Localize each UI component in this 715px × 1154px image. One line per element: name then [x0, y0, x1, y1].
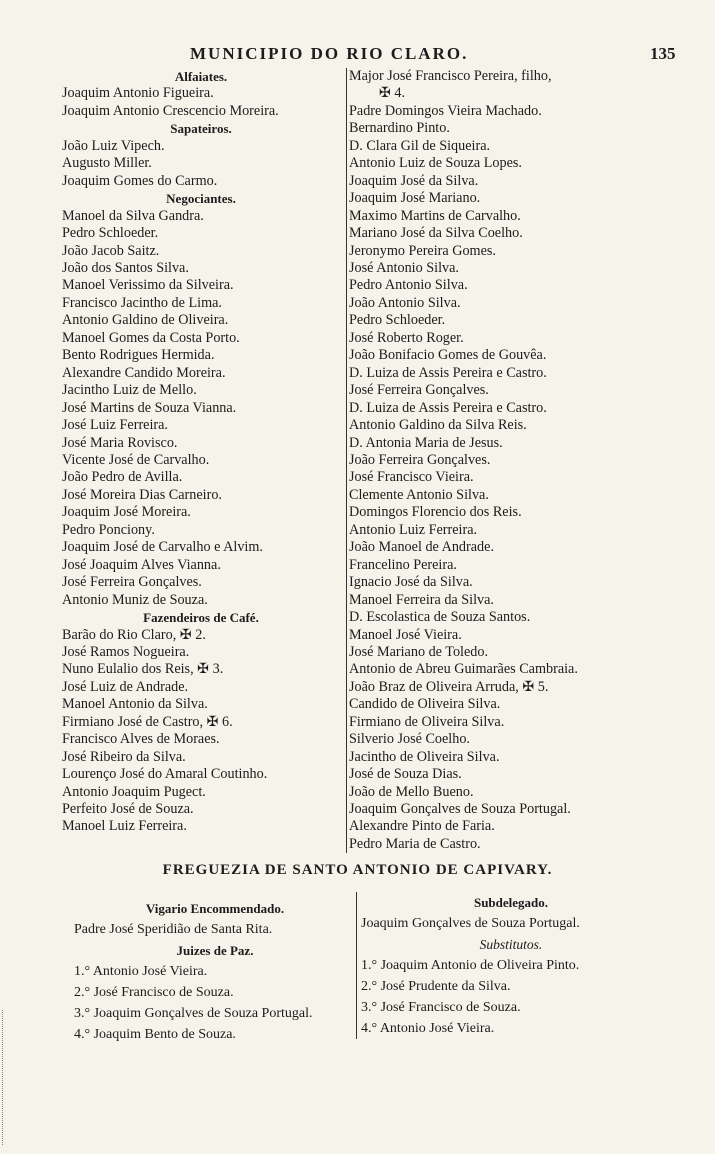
list-item: Manoel Ferreira da Silva.	[349, 591, 494, 608]
list-item: Lourenço José do Amaral Coutinho.	[62, 766, 268, 783]
list-item: Jacintho de Oliveira Silva.	[349, 748, 500, 765]
list-item: Perfeito José de Souza.	[62, 801, 194, 818]
running-title: MUNICIPIO DO RIO CLARO.	[190, 44, 469, 63]
right-column	[346, 68, 655, 853]
list-item: Barão do Rio Claro, ✠ 2.	[62, 626, 206, 643]
page-header	[0, 40, 715, 66]
list-item: Pedro Schloeder.	[349, 312, 446, 329]
list-item: Alexandre Candido Moreira.	[62, 364, 226, 381]
list-item: João Jacob Saitz.	[62, 242, 160, 259]
list-item: Manoel Luiz Ferreira.	[62, 818, 187, 835]
list-item: Antonio Joaquim Pugect.	[62, 783, 206, 800]
page-number: 135	[650, 44, 676, 63]
list-item: José Mariano de Toledo.	[349, 643, 489, 660]
list-item: Augusto Miller.	[62, 155, 152, 172]
list-item: 2.° José Prudente da Silva.	[361, 979, 511, 994]
list-item: Alexandre Pinto de Faria.	[349, 818, 495, 835]
heading-sapateiros: Sapateiros.	[170, 121, 232, 137]
list-item: Pedro Ponciony.	[62, 521, 155, 538]
left-column	[62, 68, 340, 836]
list-item: José Ramos Nogueira.	[62, 643, 190, 660]
list-item: Padre Domingos Vieira Machado.	[349, 102, 542, 119]
heading-fazendeiros: Fazendeiros de Café.	[143, 610, 259, 626]
list-item: D. Clara Gil de Siqueira.	[349, 137, 491, 154]
list-item: José Moreira Dias Carneiro.	[62, 486, 222, 503]
list-item: Manoel Antonio da Silva.	[62, 696, 208, 713]
list-item: João dos Santos Silva.	[62, 259, 189, 276]
subdelegado-name: Joaquim Gonçalves de Souza Portugal.	[361, 916, 580, 931]
list-item: 3.° José Francisco de Souza.	[361, 1000, 521, 1015]
heading-negociantes: Negociantes.	[166, 191, 236, 207]
list-item: Joaquim José Mariano.	[349, 190, 481, 207]
list-item: Mariano José da Silva Coelho.	[349, 225, 523, 242]
list-item: Manoel Verissimo da Silveira.	[62, 277, 234, 294]
list-item: Candido de Oliveira Silva.	[349, 696, 501, 713]
list-item: Joaquim Antonio Figueira.	[62, 85, 214, 102]
list-item: Antonio de Abreu Guimarães Cambraia.	[349, 661, 578, 678]
freguezia-title: FREGUEZIA DE SANTO ANTONIO DE CAPIVARY.	[162, 862, 553, 878]
list-item: José Ferreira Gonçalves.	[349, 382, 489, 399]
list-item: Major José Francisco Pereira, filho,	[349, 68, 552, 84]
list-item: José Martins de Souza Vianna.	[62, 399, 237, 416]
list-item: Pedro Maria de Castro.	[349, 835, 481, 852]
list-item: Nuno Eulalio dos Reis, ✠ 3.	[62, 661, 224, 678]
list-item: D. Antonia Maria de Jesus.	[349, 434, 503, 451]
list-item: Antonio Luiz Ferreira.	[349, 521, 478, 538]
list-item: 4.° Joaquim Bento de Souza.	[74, 1027, 236, 1042]
list-item: 2.° José Francisco de Souza.	[74, 985, 234, 1000]
list-item: Francelino Pereira.	[349, 556, 457, 573]
list-item: Francisco Alves de Moraes.	[62, 731, 220, 748]
list-item: Joaquim José da Silva.	[349, 172, 479, 189]
list-item: Joaquim Antonio Crescencio Moreira.	[62, 102, 279, 119]
list-item: Vicente José de Carvalho.	[62, 451, 210, 468]
list-item: 1.° Joaquim Antonio de Oliveira Pinto.	[361, 958, 580, 973]
list-item: ✠ 4.	[379, 85, 406, 102]
list-item: Bernardino Pinto.	[349, 120, 450, 137]
vigario-name: Padre José Speridião de Santa Rita.	[74, 922, 273, 937]
list-item: José Luiz de Andrade.	[62, 678, 189, 695]
list-item: Firmiano José de Castro, ✠ 6.	[62, 713, 233, 730]
freguezia-right-column	[356, 892, 661, 1039]
list-item: 4.° Antonio José Vieira.	[361, 1021, 495, 1036]
list-item: Joaquim Gomes do Carmo.	[62, 172, 218, 189]
list-item: Pedro Antonio Silva.	[349, 277, 468, 294]
list-item: José Joaquim Alves Vianna.	[62, 556, 221, 573]
list-item: Antonio Galdino de Oliveira.	[62, 312, 229, 329]
list-item: José Ferreira Gonçalves.	[62, 574, 202, 591]
list-item: João Bonifacio Gomes de Gouvêa.	[349, 347, 547, 364]
list-item: João Antonio Silva.	[349, 294, 461, 311]
list-item: Jacintho Luiz de Mello.	[62, 382, 197, 399]
list-item: Manoel da Silva Gandra.	[62, 207, 204, 224]
list-item: Manoel José Vieira.	[349, 626, 462, 643]
list-item: José Maria Rovisco.	[62, 434, 178, 451]
list-item: Francisco Jacintho de Lima.	[62, 294, 222, 311]
list-item: 3.° Joaquim Gonçalves de Souza Portugal.	[74, 1006, 313, 1021]
heading-vigario: Vigario Encommendado.	[145, 901, 285, 916]
list-item: Maximo Martins de Carvalho.	[349, 207, 521, 224]
list-item: D. Escolastica de Souza Santos.	[349, 609, 531, 626]
list-item: Joaquim Gonçalves de Souza Portugal.	[349, 801, 571, 818]
heading-subdelegado: Subdelegado.	[473, 895, 549, 910]
list-item: João Manoel de Andrade.	[349, 539, 494, 556]
list-item: João Luiz Vipech.	[62, 137, 165, 154]
list-item: Antonio Galdino da Silva Reis.	[349, 417, 527, 434]
list-item: Antonio Muniz de Souza.	[62, 591, 208, 608]
list-item: João Braz de Oliveira Arruda, ✠ 5.	[349, 678, 549, 695]
heading-juizes: Juizes de Paz.	[176, 943, 254, 958]
list-item: José Antonio Silva.	[349, 259, 459, 276]
list-item: Pedro Schloeder.	[62, 225, 159, 242]
list-item: José Ribeiro da Silva.	[62, 748, 186, 765]
list-item: João Ferreira Gonçalves.	[349, 451, 491, 468]
list-item: Joaquim José Moreira.	[62, 504, 191, 521]
list-item: Jeronymo Pereira Gomes.	[349, 242, 496, 259]
list-item: José Luiz Ferreira.	[62, 417, 168, 434]
list-item: José Roberto Roger.	[349, 329, 464, 346]
list-item: João de Mello Bueno.	[349, 783, 474, 800]
list-item: Antonio Luiz de Souza Lopes.	[349, 155, 522, 172]
list-item: Silverio José Coelho.	[349, 731, 470, 748]
list-item: Bento Rodrigues Hermida.	[62, 347, 215, 364]
list-item: Joaquim José de Carvalho e Alvim.	[62, 539, 263, 556]
list-item: João Pedro de Avilla.	[62, 469, 183, 486]
list-item: Ignacio José da Silva.	[349, 574, 473, 591]
list-item: José Francisco Vieira.	[349, 469, 474, 486]
list-item: José de Souza Dias.	[349, 766, 462, 783]
list-item: Firmiano de Oliveira Silva.	[349, 713, 505, 730]
freguezia-left-column	[74, 898, 356, 1045]
list-item: D. Luiza de Assis Pereira e Castro.	[349, 364, 547, 381]
scan-margin-mark	[2, 1010, 13, 1145]
list-item: Domingos Florencio dos Reis.	[349, 504, 522, 521]
heading-alfaiates: Alfaiates.	[174, 69, 228, 84]
list-item: Clemente Antonio Silva.	[349, 486, 489, 503]
list-item: Manoel Gomes da Costa Porto.	[62, 329, 240, 346]
list-item: D. Luiza de Assis Pereira e Castro.	[349, 399, 547, 416]
list-item: 1.° Antonio José Vieira.	[74, 964, 208, 979]
heading-substitutos: Substitutos.	[479, 937, 543, 952]
